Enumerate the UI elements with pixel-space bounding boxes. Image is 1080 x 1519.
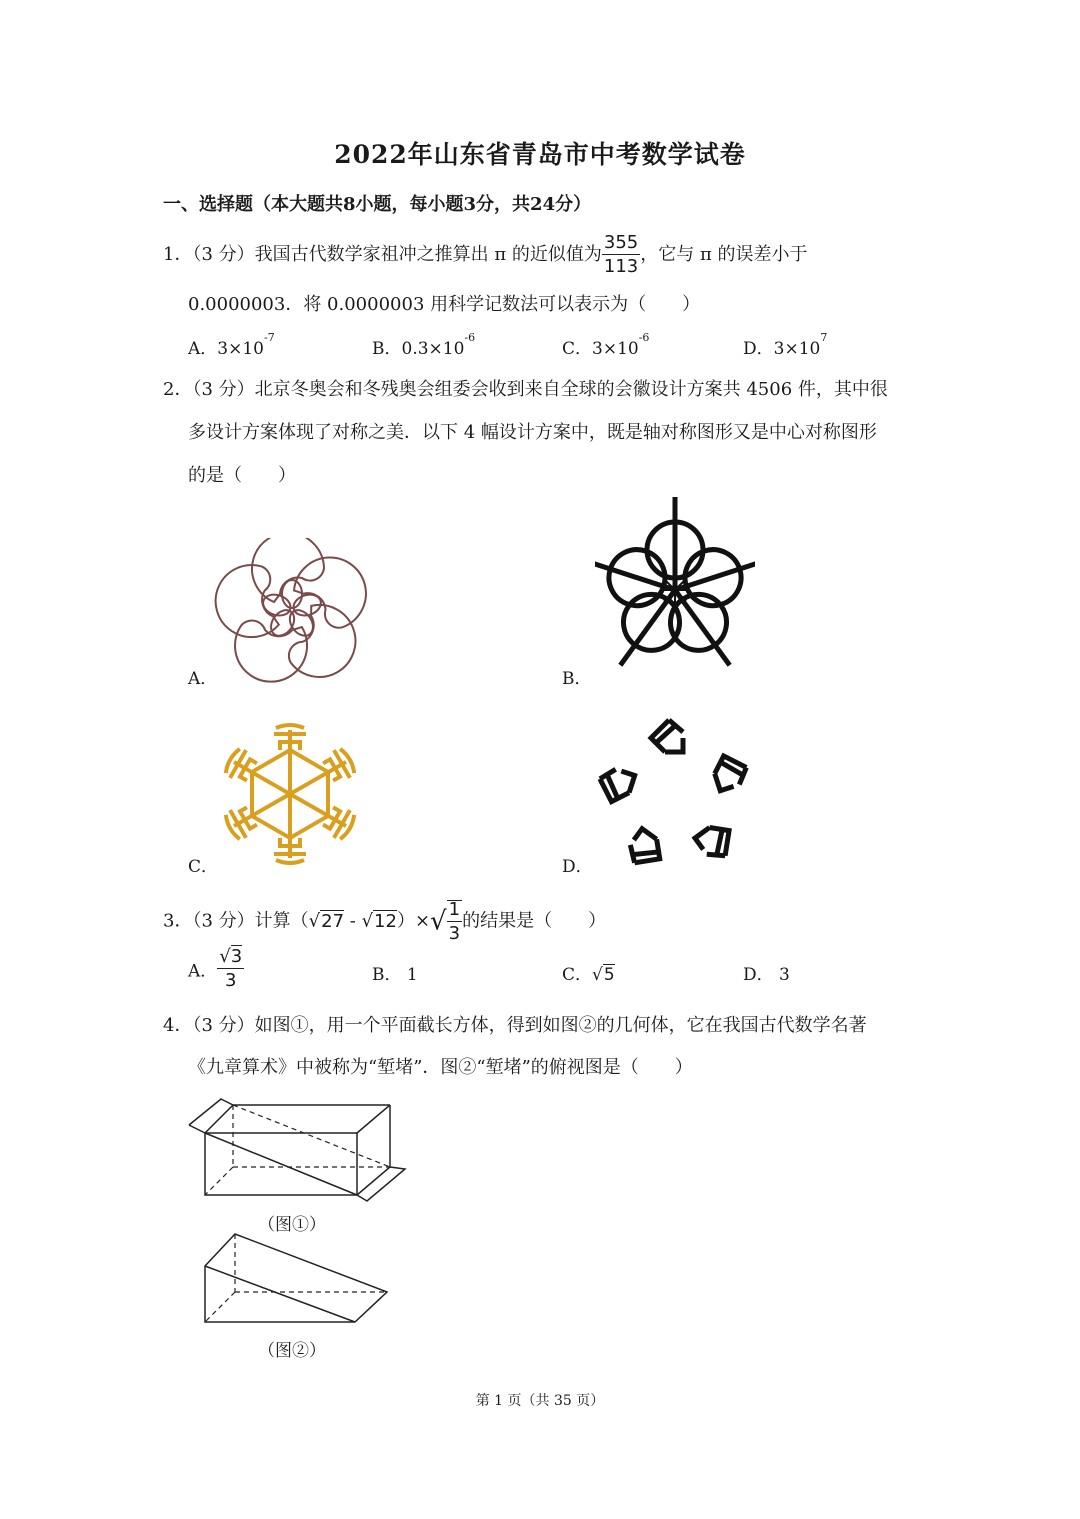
q1-option-b[interactable] <box>372 331 476 359</box>
figure-2-wedge <box>195 1228 395 1328</box>
q2-line2: 多设计方案体现了对称之美．以下 4 幅设计方案中，既是轴对称图形又是中心对称图形 <box>188 422 877 443</box>
emblem-c-figure[interactable] <box>218 722 363 867</box>
q3-optA-fraction <box>217 948 244 990</box>
q3-option-c[interactable] <box>562 960 615 985</box>
q3-option-a[interactable] <box>188 948 244 990</box>
radicand: 27 <box>321 910 345 932</box>
q2-option-d-label[interactable]: D． <box>562 857 593 877</box>
section-heading: 一、选择题（本大题共8小题，每小题3分，共24分） <box>163 194 592 215</box>
figure-2-caption: （图②） <box>258 1341 326 1361</box>
radicand: 12 <box>374 910 397 932</box>
q3-suffix: 的结果是（ ） <box>462 910 607 932</box>
emblem-a-figure[interactable] <box>212 538 372 683</box>
option-exponent: -6 <box>638 331 650 344</box>
page-footer: 第 1 页（共 35 页） <box>475 1393 605 1409</box>
option-exponent: -6 <box>464 331 476 344</box>
option-label: C． <box>562 965 593 985</box>
sqrt-fraction: √ <box>430 906 447 937</box>
option-label: B． <box>372 339 402 359</box>
option-value: 3×10 <box>217 339 264 359</box>
q3-fraction <box>447 900 462 943</box>
q1-frac-num: 355 <box>603 232 639 253</box>
q2-option-a-label[interactable]: A． <box>188 669 218 689</box>
option-exponent: -7 <box>263 331 275 344</box>
q4-line1: 4．（3 分）如图①，用一个平面截长方体，得到如图②的几何体，它在我国古代数学名著 <box>163 1015 867 1036</box>
option-value: 3×10 <box>592 339 639 359</box>
radicand: 5 <box>603 965 615 985</box>
q1-option-d[interactable] <box>743 331 828 359</box>
q1-text-b: ，它与 π 的误差小于 <box>640 244 808 265</box>
q3-option-d[interactable]: D． 3 <box>743 965 790 985</box>
q2-option-c-label[interactable]: C． <box>188 857 219 877</box>
option-value: 3×10 <box>773 339 821 359</box>
sqrt-5: √5 <box>592 965 615 985</box>
radicand: 3 <box>230 946 243 967</box>
q4-line2: 《九章算术》中被称为“堑堵”．图②“堑堵”的俯视图是（ ） <box>188 1057 693 1078</box>
q1-fraction <box>602 234 640 276</box>
minus-sign: - <box>344 910 362 932</box>
option-label: A． <box>188 961 218 982</box>
q2-option-b-label[interactable]: B． <box>562 669 592 689</box>
sqrt-12: √12 <box>361 910 397 932</box>
figure-1-cuboid <box>185 1095 410 1205</box>
q1-line2: 0.0000003．将 0.0000003 用科学记数法可以表示为（ ） <box>188 294 701 315</box>
q1-frac-den: 113 <box>603 256 639 277</box>
q1-option-a[interactable] <box>188 331 275 359</box>
q1-line1 <box>163 234 808 276</box>
q3-line <box>163 900 606 943</box>
page-title: 2022年山东省青岛市中考数学试卷 <box>334 140 746 169</box>
times-sign: ）× <box>396 910 431 932</box>
q1-option-c[interactable] <box>562 331 650 359</box>
option-label: C． <box>562 339 593 359</box>
emblem-d-figure[interactable] <box>595 712 755 872</box>
sqrt-27: √27 <box>308 910 345 932</box>
q3-optA-den: 3 <box>225 970 237 991</box>
q1-text-a: 1．（3 分）我国古代数学家祖冲之推算出 π 的近似值为 <box>163 244 602 265</box>
option-exponent: 7 <box>820 331 828 344</box>
q3-frac-den: 3 <box>448 923 461 944</box>
option-label: D． <box>743 339 774 359</box>
q2-line1: 2．（3 分）北京冬奥会和冬残奥会组委会收到来自全球的会徽设计方案共 4506 件，其中很 <box>163 379 888 400</box>
q2-line3: 的是（ ） <box>188 465 296 486</box>
emblem-b-figure[interactable] <box>595 495 755 685</box>
q3-optA-num: √3 <box>219 946 243 967</box>
q3-option-b[interactable]: B． 1 <box>372 965 418 985</box>
option-value: 0.3×10 <box>401 339 465 359</box>
option-label: A． <box>188 339 218 359</box>
figure-1-caption: （图①） <box>258 1215 326 1235</box>
q3-prefix: 3．（3 分）计算（ <box>163 910 309 932</box>
q3-frac-num: 1 <box>448 899 461 920</box>
